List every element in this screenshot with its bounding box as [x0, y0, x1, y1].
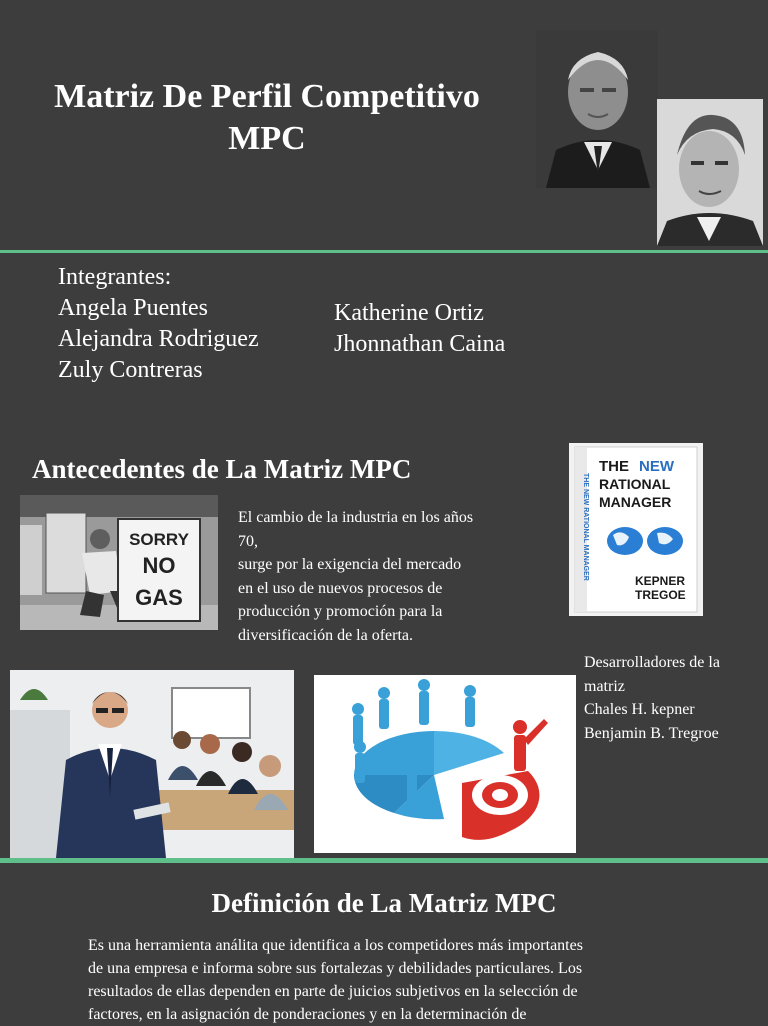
- sign-line-3: GAS: [135, 585, 183, 610]
- antecedentes-heading: Antecedentes de La Matriz MPC: [32, 454, 412, 484]
- photo-sorry-no-gas: [20, 495, 218, 630]
- member-list-left: [58, 293, 259, 386]
- book-spine: THE NEW RATIONAL MANAGER: [582, 473, 589, 581]
- sign-line-2: NO: [142, 553, 176, 578]
- text-line: 70,: [238, 532, 258, 550]
- text-line: diversificación de la oferta.: [238, 626, 414, 644]
- text-line: surge por la exigencia del mercado: [238, 556, 462, 573]
- book-new: NEW: [639, 458, 674, 475]
- divider-bottom: [0, 858, 768, 863]
- text-line: resultados de ellas dependen en parte de juicios subjetivos en la selección de: [88, 983, 578, 1000]
- text-line: de una empresa e informa sobre sus fortalezas y debilidades particulares. Los: [88, 960, 583, 977]
- portrait-tregoe: [657, 99, 763, 246]
- text-line: El cambio de la industria en los años: [238, 509, 474, 526]
- definicion-heading: Definición de La Matriz MPC: [211, 888, 557, 918]
- page-title: [0, 76, 534, 160]
- book-the: THE: [599, 458, 629, 475]
- member-list-right: [334, 298, 505, 360]
- text-line: Chales H. kepner: [584, 701, 695, 718]
- antecedentes-text: [238, 506, 538, 647]
- book-author-1: KEPNER: [635, 574, 686, 588]
- sign-line-1: SORRY: [129, 530, 189, 549]
- member-name: Jhonnathan Caina: [334, 331, 506, 357]
- book-rational: RATIONAL: [599, 476, 671, 492]
- title-line-2: MPC: [228, 120, 306, 157]
- divider-top: [0, 250, 768, 253]
- text-line: Desarrolladores de la: [584, 654, 720, 671]
- member-name: Angela Puentes: [58, 295, 208, 321]
- developers-text: [584, 651, 764, 745]
- title-line-1: Matriz De Perfil Competitivo: [54, 78, 480, 115]
- book-author-2: TREGOE: [635, 588, 686, 602]
- text-line: matriz: [584, 677, 625, 695]
- member-name: Alejandra Rodriguez: [58, 326, 259, 352]
- text-line: producción y promoción para la: [238, 603, 443, 620]
- book-new-rational-manager: [569, 443, 703, 616]
- book-manager: MANAGER: [599, 494, 672, 510]
- photo-target-market-graphic: [314, 675, 576, 853]
- definicion-text: [88, 934, 688, 1026]
- members-heading: Integrantes:: [58, 264, 172, 290]
- member-name: Zuly Contreras: [58, 357, 203, 383]
- portrait-kepner: [536, 30, 658, 188]
- text-line: en el uso de nuevos procesos de: [238, 579, 443, 597]
- member-name: Katherine Ortiz: [334, 300, 484, 326]
- text-line: Es una herramienta análita que identifica a los competidores más importantes: [88, 937, 583, 954]
- text-line: Benjamin B. Tregroe: [584, 724, 719, 742]
- text-line: factores, en la asignación de ponderaciones y en la determinación de: [88, 1006, 527, 1023]
- photo-business-meeting: [10, 670, 294, 858]
